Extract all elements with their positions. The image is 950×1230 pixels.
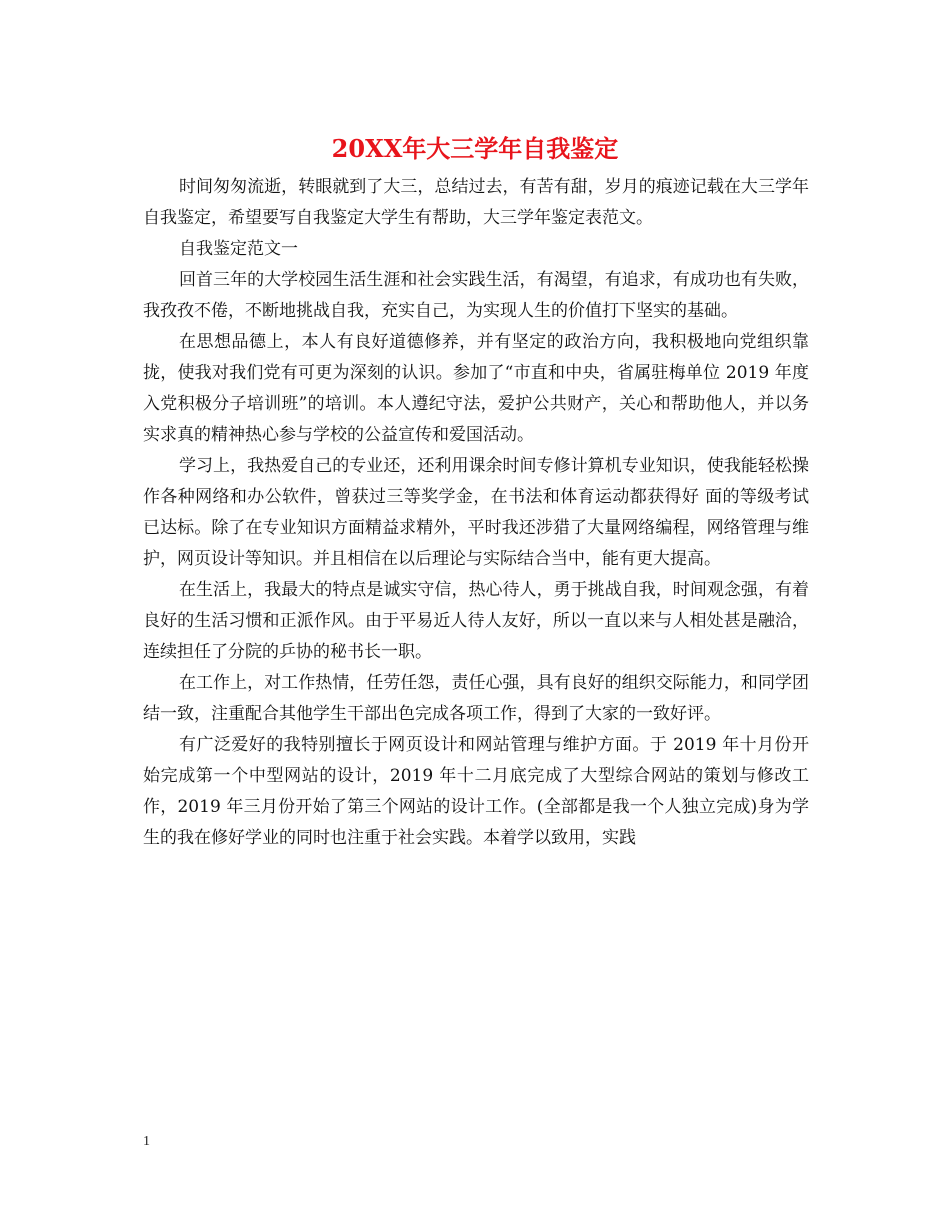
paragraph-study: 学习上，我热爱自己的专业还，还利用课余时间专修计算机专业知识，使我能轻松操作各种网络和办公软件，曾获过三等奖学金，在书法和体育运动都获得好 面的等级考试已达标。除了在专业知识方面精益求精外，平时我还涉猎了大量网络编程，网络管理与维护，网页设计等知识。并且相信在以后理论与实际结合当中，能有更大提高。 [143,456,809,569]
paragraph-life: 在生活上，我最大的特点是诚实守信，热心待人，勇于挑战自我，时间观念强，有着良好的生活习惯和正派作风。由于平易近人待人友好，所以一直以来与人相处甚是融洽，连续担任了分院的乒协的秘书长一职。 [143,580,809,662]
page-number: 1 [143,1134,150,1149]
document-title: 20XX年大三学年自我鉴定 [331,134,619,163]
document-body [143,172,809,854]
paragraph-review: 回首三年的大学校园生活生涯和社会实践生活，有渴望，有追求，有成功也有失败，我孜孜不倦，不断地挑战自我，充实自己，为实现人生的价值打下坚实的基础。 [143,270,809,321]
paragraph-sample-heading: 自我鉴定范文一 [179,239,298,259]
paragraph-work: 在工作上，对工作热情，任劳任怨，责任心强，具有良好的组织交际能力，和同学团结一致，注重配合其他学生干部出色完成各项工作，得到了大家的一致好评。 [143,673,809,724]
paragraph-ideology: 在思想品德上，本人有良好道德修养，并有坚定的政治方向，我积极地向党组织靠拢，使我对我们党有可更为深刻的认识。参加了“市直和中央，省属驻梅单位 2019 年度入党积极分子培训班”的培训。本人遵纪守法，爱护公共财产，关心和帮助他人，并以务实求真的精神热心参与学校的公益宣传和爱国活动。 [143,332,809,445]
paragraph-intro: 时间匆匆流逝，转眼就到了大三，总结过去，有苦有甜，岁月的痕迹记载在大三学年自我鉴定，希望要写自我鉴定大学生有帮助，大三学年鉴定表范文。 [143,177,809,228]
paragraph-hobbies: 有广泛爱好的我特别擅长于网页设计和网站管理与维护方面。于 2019 年十月份开始完成第一个中型网站的设计，2019 年十二月底完成了大型综合网站的策划与修改工作，2019 年三月份开始了第三个网站的设计工作。(全部都是我一个人独立完成)身为学生的我在修好学业的同时也注重于社会实践。本着学以致用，实践 [143,735,809,848]
